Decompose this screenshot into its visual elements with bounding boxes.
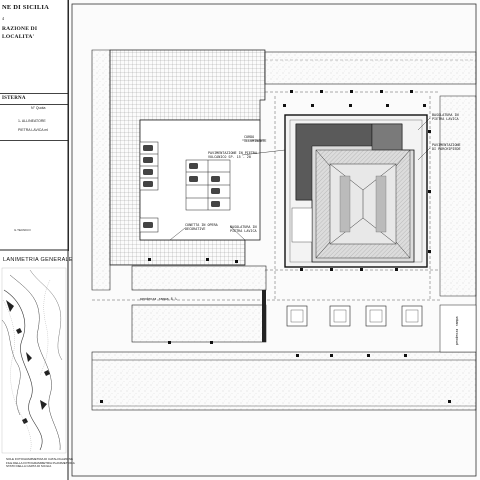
label-cun-1: CUNETTA IN OPERA [185, 223, 218, 227]
road-bottom [92, 352, 476, 410]
label-cun-2: DECORATIVE [185, 227, 206, 231]
road-top [265, 52, 476, 84]
title-line-2: 4 [2, 16, 5, 21]
field-allineatore: 1- ALLINEATORE [18, 119, 46, 123]
label-bas-ne-2: PIETRA LAVICA [432, 117, 459, 121]
label-bas-ne-1: BASOLATURA IN [432, 113, 459, 117]
label-cordolo-1: CORDO [244, 135, 255, 139]
key-plan-map [2, 268, 66, 453]
parking-area [140, 120, 260, 240]
label-parq-2: DI PARCHIPIEDE [432, 147, 461, 151]
label-pav-1: PAVIMENTAZIONE IN PIETRA [208, 151, 257, 155]
stamp-text: IL TECNICO [14, 228, 31, 232]
boundary-strip-left [92, 50, 110, 290]
label-pendenza-right: pendenza rampa [455, 316, 459, 345]
title-line-3: RAZIONE DI [2, 26, 38, 32]
tree-pit-inner [291, 310, 418, 322]
label-pendenza-left: pendenza rampa 8 % [140, 297, 177, 301]
key-plan-note: SOLE FOTOGRAMMETRIA DI CATALOGAZIONE FILE DELLA FOTOGRAMMETRIA PLANIMETRICA STATO DELLA CARTA DI SICILIA [6, 457, 75, 469]
title-line-1: NE DI SICILIA [2, 4, 50, 11]
road-right [440, 96, 476, 296]
section-label: ISTERNA [2, 96, 26, 101]
title-line-4: LOCALITA' [2, 34, 35, 40]
label-bas-sw-1: BASOLATURA IN [230, 225, 257, 229]
field-quota: N° Quota [31, 106, 46, 110]
label-pavimentazione-basalto [208, 151, 257, 159]
label-pavimentazione-parquet [432, 143, 461, 151]
label-parq-1: PAVIMENTAZIONE [432, 143, 461, 147]
tree-pits [287, 306, 422, 326]
key-plan-title: LANIMETRIA GENERALE [3, 257, 73, 263]
label-cordolo-2: ILLUMINANTE [244, 139, 267, 143]
building-roof [292, 124, 414, 262]
field-pietra: PIETRA LAVICA ml [18, 128, 49, 132]
label-bas-sw-2: PIETRA LAVICA [230, 229, 257, 233]
label-basolatura-sw [230, 225, 257, 233]
label-basolato-ne [432, 113, 459, 121]
label-pav-2: VULCANICO SP. 15 - 20 [208, 155, 251, 159]
